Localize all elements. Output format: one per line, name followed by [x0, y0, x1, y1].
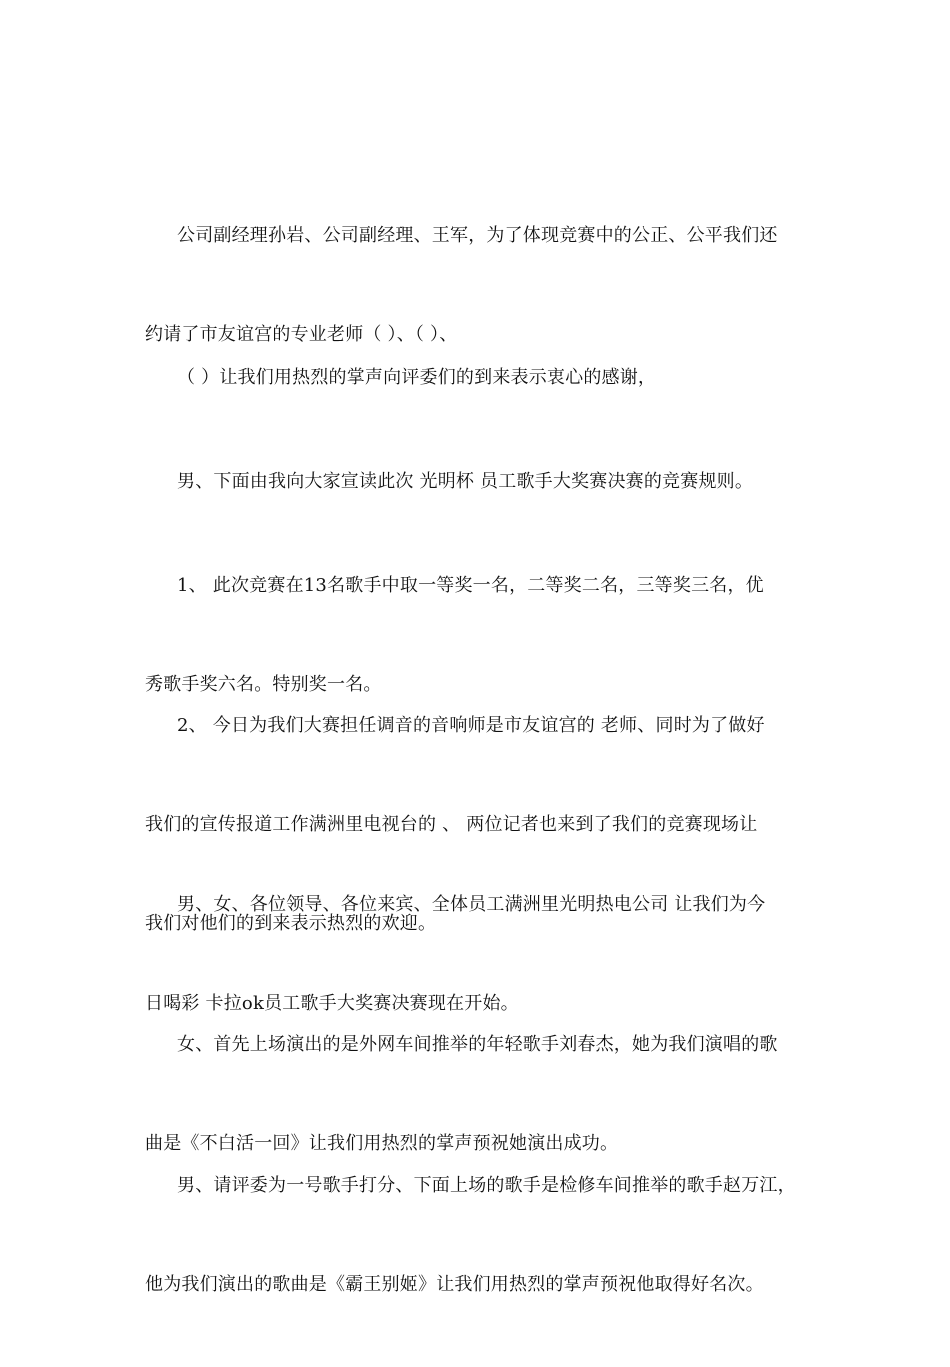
paragraph-line: 1、 此次竞赛在13名歌手中取一等奖一名，二等奖二名，三等奖三名，优	[177, 575, 764, 596]
paragraph-line: 男、女、各位领导、各位来宾、全体员工满洲里光明热电公司 让我们为今	[177, 894, 766, 915]
paragraph-line: 2、 今日为我们大赛担任调音的音响师是市友谊宫的 老师、同时为了做好	[177, 715, 765, 736]
paragraph-line: 约请了市友谊宫的专业老师（ ）、（ ）、	[145, 324, 458, 345]
paragraph-line: 男、请评委为一号歌手打分、下面上场的歌手是检修车间推举的歌手赵万江，	[177, 1175, 796, 1196]
paragraph-line: 曲是《不白活一回》让我们用热烈的掌声预祝她演出成功。	[145, 1133, 619, 1154]
paragraph-line: 公司副经理孙岩、公司副经理、王军，为了体现竞赛中的公正、公平我们还	[177, 225, 778, 246]
paragraph-line: 女、首先上场演出的是外网车间推举的年轻歌手刘春杰，她为我们演唱的歌	[177, 1034, 778, 1055]
paragraph-line: 日喝彩 卡拉ok员工歌手大奖赛决赛现在开始。	[145, 993, 519, 1014]
paragraph-line: （ ）让我们用热烈的掌声向评委们的到来表示衷心的感谢，	[177, 367, 657, 388]
paragraph-line: 男、下面由我向大家宣读此次 光明杯 员工歌手大奖赛决赛的竞赛规则。	[177, 471, 754, 492]
paragraph-line: 我们对他们的到来表示热烈的欢迎。	[145, 913, 437, 934]
paragraph-line: 他为我们演出的歌曲是《霸王别姬》让我们用热烈的掌声预祝他取得好名次。	[145, 1274, 764, 1295]
paragraph-line: 我们的宣传报道工作满洲里电视台的 、 两位记者也来到了我们的竞赛现场让	[145, 814, 758, 835]
paragraph-second-singer	[145, 1103, 810, 1367]
paragraph-line: 秀歌手奖六名。特别奖一名。	[145, 674, 382, 695]
